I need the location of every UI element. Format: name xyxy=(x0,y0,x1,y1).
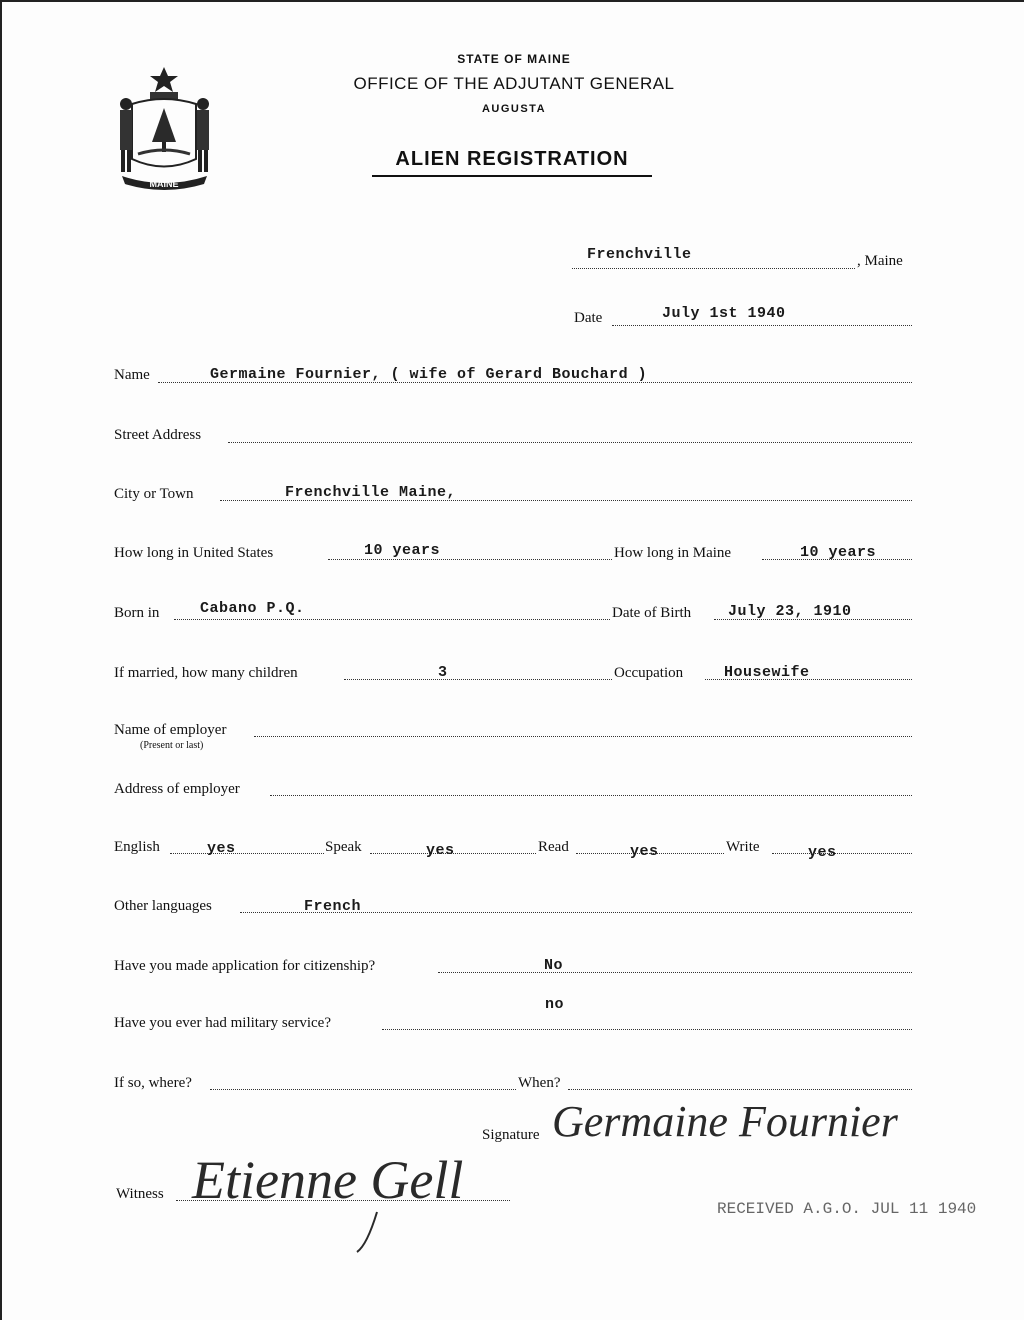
born-in-value: Cabano P.Q. xyxy=(200,600,305,617)
seal-banner-text: MAINE xyxy=(149,179,179,189)
place-suffix: , Maine xyxy=(857,253,903,269)
date-value: July 1st 1940 xyxy=(662,305,786,322)
employer-label: Name of employer xyxy=(114,722,227,738)
children-label: If married, how many children xyxy=(114,665,298,681)
read-label: Read xyxy=(538,839,569,855)
name-value: Germaine Fournier, ( wife of Gerard Bouchard ) xyxy=(210,366,648,383)
witness-label: Witness xyxy=(116,1186,164,1202)
received-stamp: RECEIVED A.G.O. JUL 11 1940 xyxy=(717,1200,977,1218)
read-value: yes xyxy=(630,843,659,860)
witness-signature-text: Etienne Gell xyxy=(192,1150,464,1210)
how-long-us-value: 10 years xyxy=(364,542,441,559)
header-state: STATE OF MAINE xyxy=(457,52,571,66)
english-label: English xyxy=(114,839,160,855)
place-value: Frenchville xyxy=(587,246,692,263)
citizenship-label: Have you made application for citizenship? xyxy=(114,958,376,974)
date-label: Date xyxy=(574,310,603,326)
military-label: Have you ever had military service? xyxy=(114,1015,331,1031)
signature-label: Signature xyxy=(482,1127,540,1143)
street-address-label: Street Address xyxy=(114,427,202,443)
how-long-maine-value: 10 years xyxy=(800,544,877,561)
how-long-us-label: How long in United States xyxy=(114,545,274,561)
citizenship-value: No xyxy=(544,957,564,974)
speak-value: yes xyxy=(426,842,455,859)
occupation-value: Housewife xyxy=(724,664,810,681)
form-title: ALIEN REGISTRATION xyxy=(372,148,652,177)
military-value: no xyxy=(545,996,565,1013)
employer-sublabel: (Present or last) xyxy=(140,740,204,751)
date-of-birth-label: Date of Birth xyxy=(612,605,692,621)
city-value: Frenchville Maine, xyxy=(285,484,457,501)
header-office: OFFICE OF THE ADJUTANT GENERAL xyxy=(353,74,675,93)
witness-signature xyxy=(182,1120,482,1260)
write-label: Write xyxy=(726,839,760,855)
applicant-signature xyxy=(542,1084,952,1154)
speak-label: Speak xyxy=(325,839,362,855)
when-label: When? xyxy=(518,1075,561,1091)
occupation-label: Occupation xyxy=(614,665,684,681)
write-value: yes xyxy=(808,844,837,861)
name-label: Name xyxy=(114,367,150,383)
other-languages-value: French xyxy=(304,898,362,915)
if-so-where-label: If so, where? xyxy=(114,1075,192,1091)
children-value: 3 xyxy=(438,664,448,681)
other-languages-label: Other languages xyxy=(114,898,212,914)
how-long-maine-label: How long in Maine xyxy=(614,545,732,561)
employer-address-label: Address of employer xyxy=(114,781,240,797)
header-city: AUGUSTA xyxy=(481,103,547,115)
date-of-birth-value: July 23, 1910 xyxy=(728,603,852,620)
signature-text: Germaine Fournier xyxy=(552,1097,898,1146)
born-in-label: Born in xyxy=(114,605,160,621)
city-label: City or Town xyxy=(114,486,194,502)
english-value: yes xyxy=(207,840,236,857)
